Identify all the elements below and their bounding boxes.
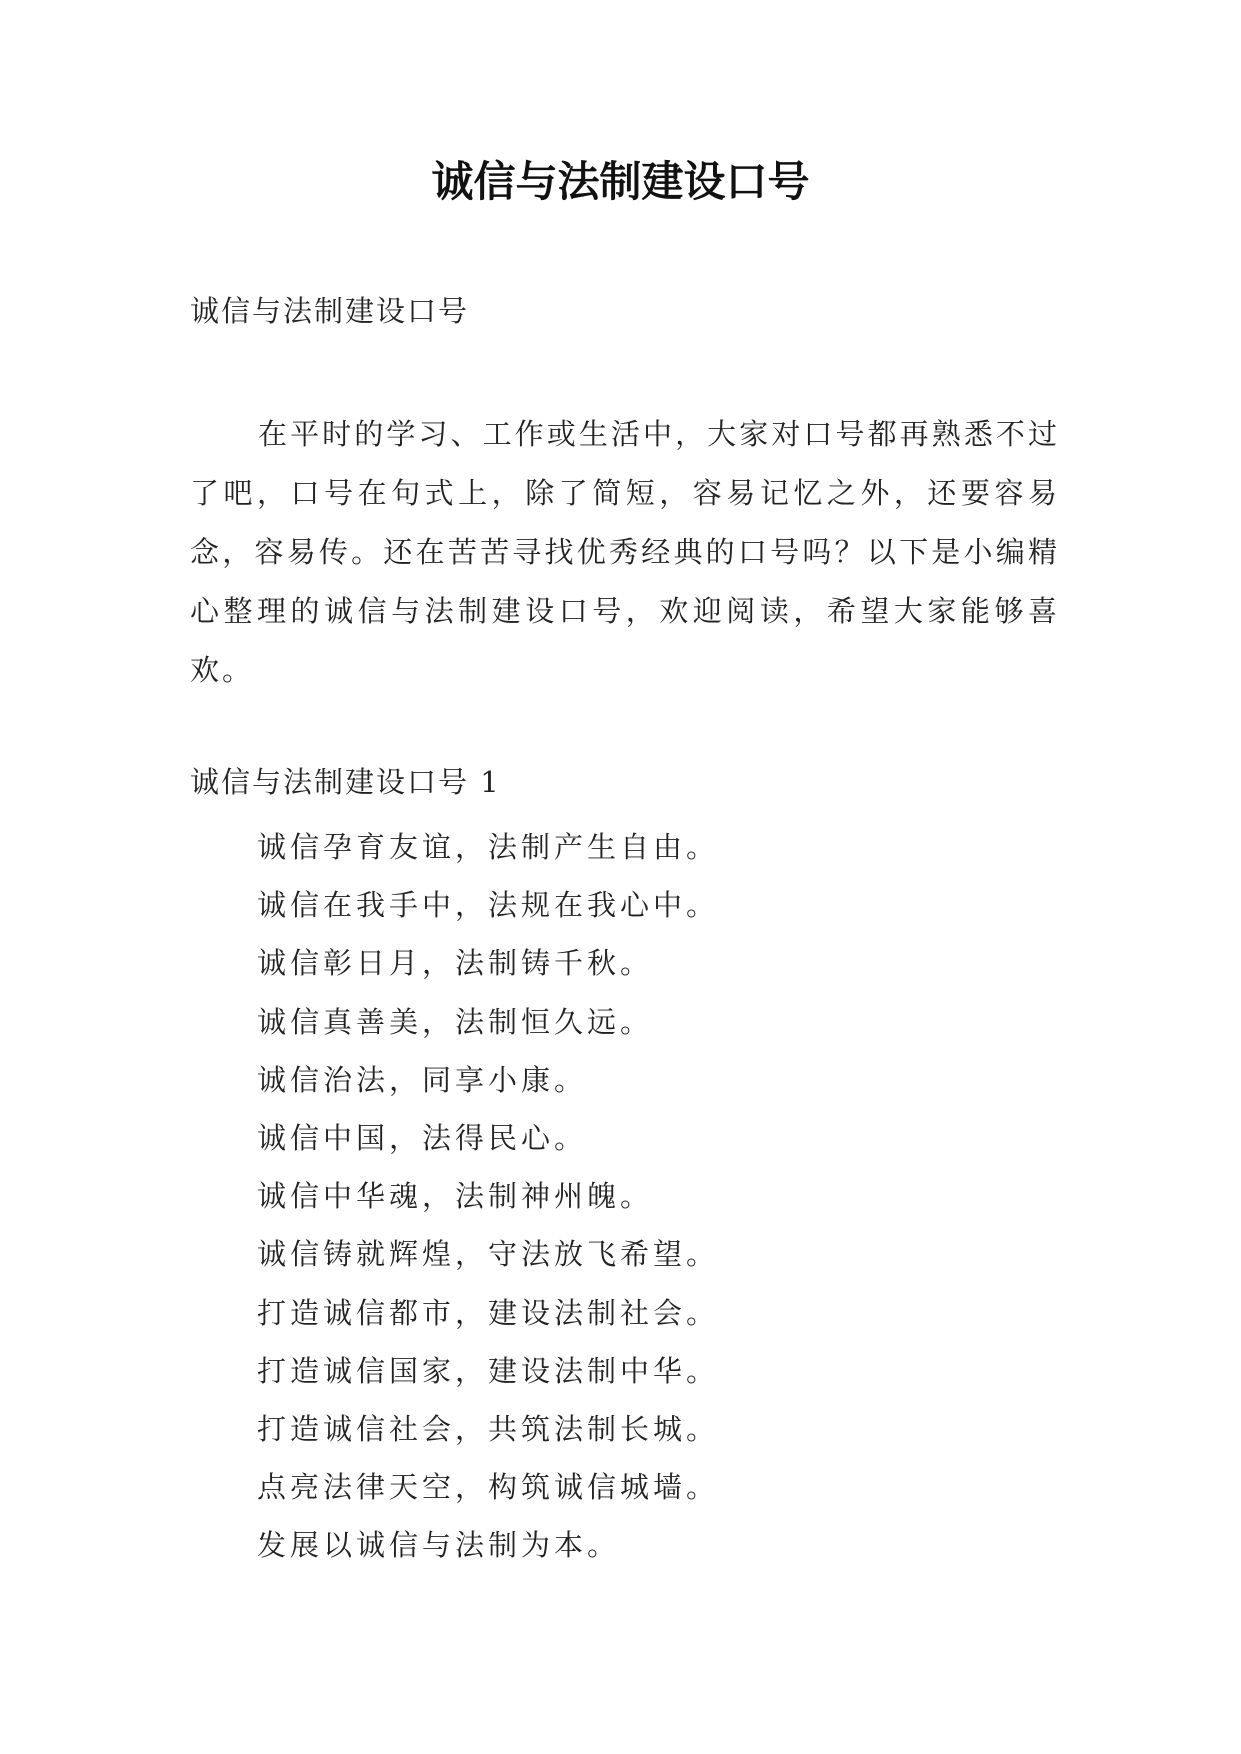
slogan-list [257,818,719,1575]
document-subtitle: 诚信与法制建设口号 [190,294,470,328]
slogan-item: 打造诚信都市，建设法制社会。 [257,1295,720,1330]
document-title: 诚信与法制建设口号 [431,157,810,206]
section-heading: 诚信与法制建设口号 1 [190,765,501,799]
slogan-item: 诚信在我手中，法规在我心中。 [257,888,720,923]
slogan-item: 诚信孕育友谊，法制产生自由。 [257,830,720,864]
slogan-item: 诚信中国，法得民心。 [257,1121,588,1156]
slogan-item: 诚信彰日月，法制铸千秋。 [257,946,654,981]
slogan-item: 诚信治法，同享小康。 [257,1062,588,1097]
slogan-item: 发展以诚信与法制为本。 [257,1528,621,1563]
slogan-item: 点亮法律天空，构筑诚信城墙。 [257,1470,720,1505]
slogan-item: 诚信真善美，法制恒久远。 [257,1004,654,1039]
intro-paragraph: 在平时的学习、工作或生活中，大家对口号都再熟悉不过了吧，口号在句式上，除了简短，容易记忆之外，还要容易念，容易传。还在苦苦寻找优秀经典的口号吗？以下是小编精心整理的诚信与法制建设口号，欢迎阅读，希望大家能够喜欢。 [190,417,1060,687]
slogan-item: 打造诚信社会，共筑法制长城。 [257,1412,720,1447]
slogan-item: 诚信中华魂，法制神州魄。 [257,1179,654,1214]
slogan-item: 诚信铸就辉煌，守法放飞希望。 [257,1237,720,1272]
slogan-item: 打造诚信国家，建设法制中华。 [257,1353,720,1388]
